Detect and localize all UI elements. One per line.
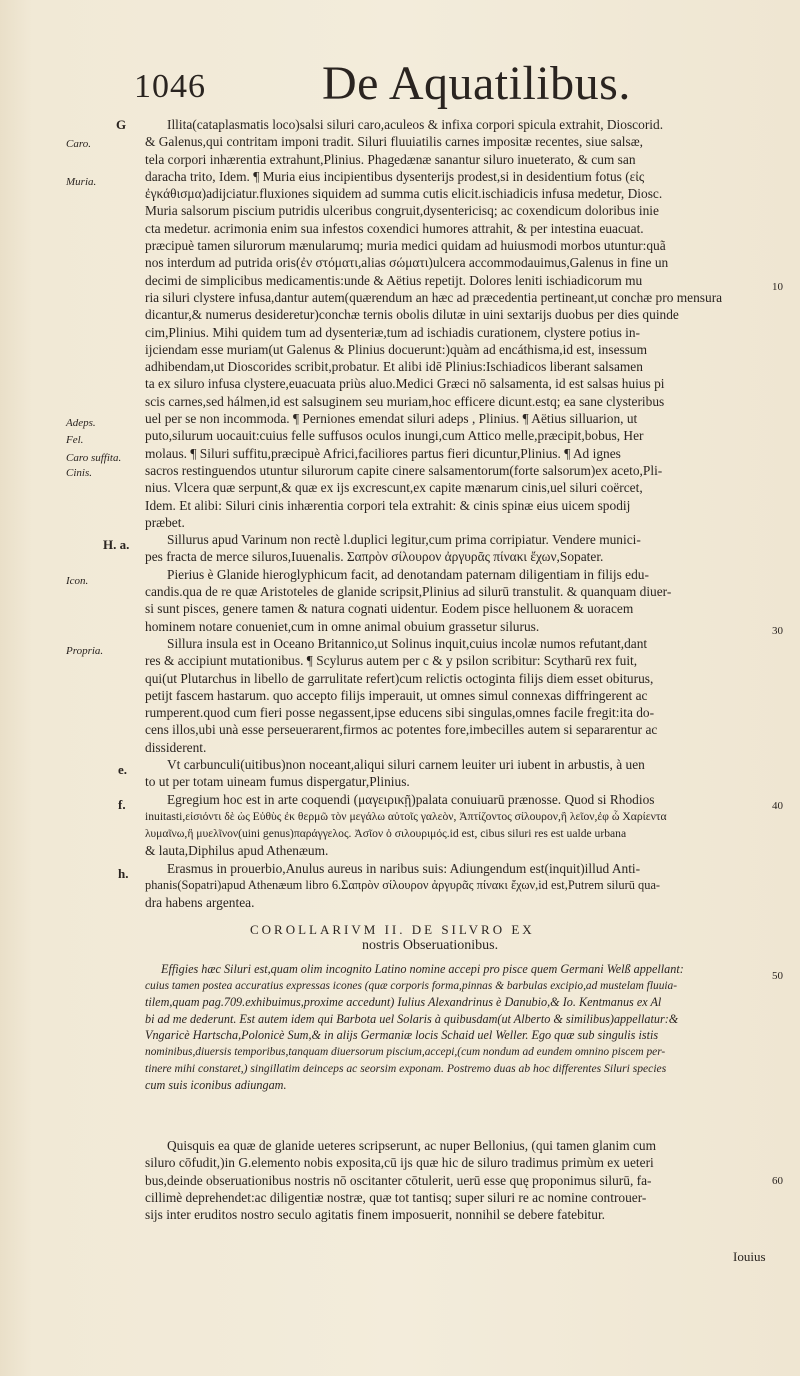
text-line: candis.qua de re quæ Aristoteles de glanide scripsit,Plinius ad silurū transtulit. & quanquam diuer- [145, 584, 672, 600]
italic-line: nominibus,diuersis temporibus,tanquam diuersorum piscium,accepi,(cum nondum ad eundem omnino piscem per- [145, 1045, 666, 1058]
text-line: siluro cōfudit,)in G.elemento nobis exposita,cū ijs quæ hic de siluro tradimus primùm ex ueteri [145, 1155, 654, 1171]
text-line: adhibendam,ut Dioscorides scribit,probatur. Et alibi idē Plinius:Ischiadicos liberant salsamen [145, 359, 643, 375]
line-number-40: 40 [772, 800, 783, 812]
main-text-block [145, 116, 767, 912]
text-line: sacros restinguendos utuntur silurorum capite cinere salsamentorum(forte salsorum)ex aceto,Pli- [145, 462, 663, 478]
corollary-italic-block [145, 961, 765, 1094]
section-letter-e: e. [118, 762, 128, 777]
line-number-30: 30 [772, 625, 783, 637]
margin-label-cinis: Cinis. [66, 467, 92, 479]
closing-paragraph [145, 1137, 767, 1223]
italic-line: bi ad me dederunt. Est autem idem qui Barbota uel Solaris à quibusdam(ut Alberto & similibus)appellatur:& [145, 1011, 679, 1026]
italic-line: tinere mihi constaret,) singillatim deinceps ac seorsim exponam. Postremo duas ab hoc differentes Siluri species [145, 1061, 667, 1075]
margin-label-icon: Icon. [66, 575, 89, 587]
text-line: scis carnes,sed hálmen,id est salsuginem seu muriam,hoc efficere dicunt.estq; ea sane clysteribus [145, 393, 665, 409]
text-line: pes fracta de merce siluros,Iuuenalis. Σαπρὸν σίλουρον ἀργυρᾶς πίνακι ἔχων,Sopater. [145, 549, 604, 565]
text-line: cens illos,ubi unà esse perseuerarent,firmos ac potentes fore,imbecilles autem si separarentur ac [145, 722, 658, 738]
italic-line: cum suis iconibus adiungam. [145, 1078, 287, 1093]
page-title: De Aquatilibus. [322, 57, 631, 110]
text-line: sijs inter eruditos nostro seculo agitatis finem imposuerit, nonnihil se debere fatebitur. [145, 1207, 606, 1223]
text-line: rumperent.quod cum fieri posse negassent,ipse educens sibi singulas,omnes facile fregit:ita do- [145, 705, 655, 721]
text-line: præcipuè tamen silurorum mænularumq; muria medici quidam ad huiusmodi morbos utuntur:quã [145, 238, 666, 254]
margin-label-adeps: Adeps. [66, 417, 96, 429]
margin-label-muria: Muria. [66, 176, 97, 188]
text-line: petijt fascem hastarum. quo accepto filijs imperauit, ut omnes simul connexas diffringerent ac [145, 687, 648, 703]
text-line: ἐγκάθισμα)adijciatur.fluxiones siquidem ad summa cutis elicit.ischiadicis infusa medetur, Diosc. [145, 186, 663, 202]
section-letter-h-a: H. a. [103, 537, 130, 552]
text-line: Idem. Et alibi: Siluri cinis inhærentia corpori tela extrahit: & cinis spinæ eius uicem spodij [145, 497, 631, 513]
text-line: qui(ut Plutarchus in libello de garrulitate refert)cum relictis octoginta filijs diem esset obiturus, [145, 670, 654, 686]
corollary-subheading: nostris Obseruationibus. [362, 938, 499, 953]
margin-label-fel: Fel. [66, 434, 84, 446]
text-line: dissiderent. [145, 739, 207, 755]
text-line: Quisquis ea quæ de glanide ueteres scripserunt, ac nuper Bellonius, (qui tamen glanim cum [167, 1138, 657, 1153]
text-line: & lauta,Diphilus apud Athenæum. [145, 843, 329, 859]
text-line: decimi de simplicibus medicamentis:unde & Aëtius repetijt. Dolores leniti ischiadicorum mu [145, 272, 643, 288]
text-line: Pierius è Glanide hieroglyphicum facit, ad denotandam paternam diligentiam in filijs edu- [167, 566, 649, 582]
catchword: Iouius [733, 1249, 766, 1264]
section-letter-g: G [116, 117, 127, 132]
margin-label-caro-suffita: Caro suffita. [66, 452, 122, 464]
text-line: tela corpori inhærentia extrahunt,Plinius. Phagedænæ sanantur siluro inueterato, & cum san [145, 151, 636, 167]
text-line: & Galenus,qui contritam imponi tradit. Siluri fluuiatilis carnes impositæ recentes, siue salsæ, [145, 134, 643, 150]
text-line: nos interdum ad putrida oris(ἐν στόματι,alias σώματι)ulcera accommodauimus,Galenus in fine un [145, 255, 669, 271]
text-line: si sunt pisces, genere tamen & natura cognati uidentur. Eodem pisce helluonem & uoracem [145, 601, 634, 617]
line-number-50: 50 [772, 970, 783, 982]
italic-line: Vngaricè Hartscha,Polonicè Sum,& in alijs Germaniæ locis Schaid uel Weller. Ego quæ sub singulis istis [145, 1028, 659, 1043]
text-line: phanis(Sopatri)apud Athenæum libro 6.Σαπρὸν σίλουρον ἀργυρᾶς πίνακι ἔχων,id est,Putrem silurū qua- [145, 878, 661, 893]
text-line: Egregium hoc est in arte coquendi (μαγειρικῇ)palata conuiuarū prænosse. Quod si Rhodios [167, 791, 655, 807]
text-line: bus,deinde obseruationibus nostris nō oscitanter cōtulerit, uerū esse quę proponimus silurū, fa- [145, 1172, 652, 1188]
text-line: Muria salsorum piscium putridis ulceribus congruit,dysentericisq; ac coxendicum doloribus inie [145, 203, 659, 219]
text-line: ria siluri clystere infusa,dantur autem(quærendum an hæc ad præcedentia pertineant,ut conchæ pro mensura [145, 289, 723, 305]
line-number-60: 60 [772, 1175, 783, 1187]
italic-line: cuius tamen postea accuratius expressas icones (quæ corporis forma,pinnas & barbulas excipio,ad mustelam fluuia- [145, 979, 678, 992]
text-line-greek: inuitasti,εἰσιόντι δὲ ὡς Εὐθὺς ἐκ θερμῶ τὸν μεγάλω αὐτοῖς γαλεὸν, Ἀπτίζοντος σίλουρον,ἢ λεῖον,ἐφ ὧ Χαρίεντα [145, 809, 667, 823]
line-number-10: 10 [772, 281, 783, 293]
text-line: uel per se non incommoda. ¶ Perniones emendat siluri adeps , Plinius. ¶ Aëtius silluarion, ut [145, 411, 638, 427]
text-line: daracha trito, Idem. ¶ Muria eius incipientibus dysenterijs prodest,si in desidentium fotus (εἰς [145, 168, 645, 184]
text-line: ta ex siluro infusa clystere,euacuata priùs aluo.Medici Græci nō salsamenta, id est salsas huius pi [145, 376, 665, 392]
text-line: Vt carbunculi(uitibus)non noceant,aliqui siluri carnem leuiter uri iubent in arbustis, à uen [167, 756, 645, 772]
text-line: Sillurus apud Varinum non rectè l.duplici legitur,cum prima corripiatur. Vendere munici- [167, 532, 641, 548]
text-line: præbet. [145, 514, 185, 530]
section-letter-f: f. [118, 797, 126, 812]
text-line: puto,silurum uocauit:cuius felle suffusos oculos inungi,cum Attico melle,præcipit,bobus, Her [145, 428, 644, 444]
text-line-greek: λυμαῖνω,ἢ μυελῖνον(uini genus)παράγγελος. Ἀσῖον ὁ σιλουριμός.id est, cibus siluri res est ualde urbana [145, 827, 627, 841]
text-line: to ut per totam uineam fumus dispergatur,Plinius. [145, 774, 410, 790]
italic-line: Effigies hæc Siluri est,quam olim incognito Latino nomine accepi pro pisce quem Germani Welß appellant: [161, 962, 684, 976]
corollary-heading: COROLLARIVM II. DE SILVRO EX [250, 922, 535, 937]
text-line: Sillura insula est in Oceano Britannico,ut Solinus inquit,cuius incolæ numos refutant,dant [167, 635, 648, 651]
text-line: res & accipiunt mutationibus. ¶ Scylurus autem per c & y psilon scribitur: Scytharū rex fuit, [145, 653, 638, 669]
italic-line: tilem,quam pag.709.exhibuimus,proxime accedunt) Iulius Alexandrinus è Danubio,& Io. Kentmanus ex Al [145, 995, 662, 1010]
margin-label-propria: Propria. [66, 645, 104, 657]
text-line: molaus. ¶ Siluri suffitu,præcipuè Africi,faciliores partus fieri dicuntur,Plinius. ¶ Ad ignes [145, 445, 621, 461]
text-line: cim,Plinius. Mihi quidem tum ad dysenteriæ,tum ad ischiadis curationem, clystere potius in- [145, 324, 641, 340]
section-letter-h: h. [118, 866, 129, 881]
text-line: dicantur,& numerus desideretur)conchæ ternis obolis dilutæ in uini sextarijs duobus per dies quinde [145, 307, 679, 323]
text-line: Erasmus in prouerbio,Anulus aureus in naribus suis: Adiungendum est(inquit)illud Anti- [167, 860, 641, 876]
text-line: cta medetur. acrimonia enim sua infestos coxendici humores attrahit, & per intestina euacuat. [145, 220, 644, 236]
text-line: Illita(cataplasmatis loco)salsi siluri caro,aculeos & infixa corpori spicula extrahit, Dioscorid. [167, 117, 664, 132]
text-line: ijciendam esse muriam(ut Galenus & Plinius docuerunt:)quàm ad encáthisma,id est, insessum [145, 341, 648, 357]
text-line: hominem notare conueniet,cum in omne animal obuium grassetur silurus. [145, 618, 540, 634]
text-line: dra habens argentea. [145, 895, 255, 911]
text-line: nius. Vlcera quæ serpunt,& quæ ex ijs excrescunt,ex capite mænarum cinis,uel siluri coërcet, [145, 480, 643, 496]
text-line: cillimè deprehendet:ac diligentiæ nostræ, quæ tot tantisq; super siluri re ac nomine controuer- [145, 1189, 647, 1205]
page-number: 1046 [134, 68, 206, 105]
margin-label-caro: Caro. [66, 138, 91, 150]
